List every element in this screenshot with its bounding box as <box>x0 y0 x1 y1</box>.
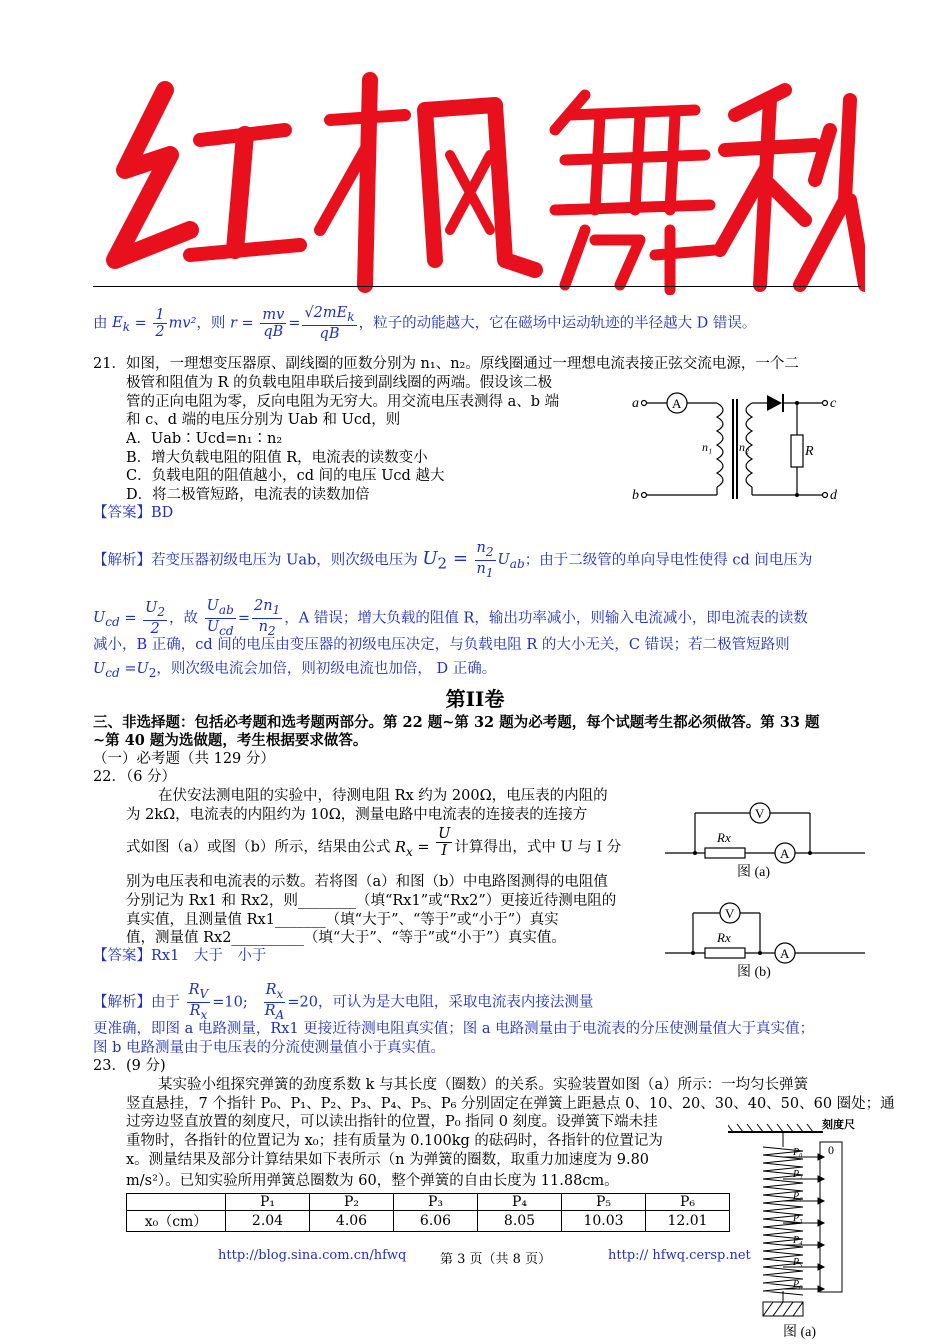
section-intro-1: 三、非选择题：包括必考题和选考题两部分。第 22 题~第 32 题为必考题，每个试题考生都必须做答。第 33 题 <box>93 714 820 731</box>
q21-explain-4: $U_{cd} =U_2$，则次级电流会加倍，则初级电流也加倍， D 正确。 <box>93 661 497 680</box>
q21-option-d: D．将二极管短路，电流表的读数加倍 <box>126 487 370 503</box>
header-rule <box>93 286 861 287</box>
ammeter-label: A <box>672 396 682 411</box>
pointer-p3: P₃ <box>793 1213 803 1224</box>
table-header-row: P₁ P₂ P₃ P₄ P₅ P₆ <box>127 1194 730 1211</box>
label-n2: n₂ <box>739 440 750 454</box>
q21-line2: 极管和阻值为 R 的负载电阻串联后接到副线圈的两端。假设该二极 <box>126 375 553 391</box>
q21-line4: 和 c、d 端的电压分别为 Uab 和 Ucd，则 <box>126 412 401 428</box>
footer-right-link[interactable]: http:// hfwq.cersp.net <box>608 1248 751 1263</box>
q22-line6: 真实值，且测量值 Rx1_______（填“大于”、“等于”或“小于”）真实 <box>126 912 559 928</box>
ammeter-b-label: A <box>780 946 790 961</box>
q21-line3: 管的正向电阻为零，反向电阻为无穷大。用交流电压表测得 a、b 端 <box>126 394 560 410</box>
voltmeter-b-label: V <box>725 906 735 921</box>
resistor-a-label: Rx <box>717 830 731 845</box>
q23-table <box>126 1193 730 1232</box>
q23-line1: 某实验小组探究弹簧的劲度系数 k 与其长度（圈数）的关系。实验装置如图（a）所示：一均匀长弹簧 <box>158 1077 809 1093</box>
q21-option-c: C．负载电阻的阻值越小，cd 间的电压 Ucd 越大 <box>126 468 445 484</box>
q22-line2: 为 2kΩ，电流表的内阻约为 10Ω，测量电路中电流表的连接表的连接方 <box>126 807 588 823</box>
q22-number: 22．（6 分） <box>93 769 177 785</box>
ammeter-a-label: A <box>780 846 790 861</box>
q23-number: 23．(9 分) <box>93 1058 166 1074</box>
q23-line5: x。测量结果及部分计算结果如下表所示（n 为弹簧的圈数，取重力加速度为 9.80 <box>126 1152 650 1168</box>
figure-b-caption: 图 (b) <box>737 965 771 980</box>
section-title: 第II卷 <box>445 687 505 711</box>
voltmeter-a-label: V <box>755 806 765 821</box>
pointer-p1: P₁ <box>793 1169 803 1180</box>
section-sub: （一）必考题（共 129 分） <box>93 751 275 767</box>
footer-left-link[interactable]: http://blog.sina.com.cn/hfwq <box>218 1248 407 1263</box>
intro-line: 由 $E_k$ = $\frac{1}{2}$ mv²，则 r = $\frac{mv}{qB}$ = $\frac{√2mE_k}{qB}$ ，粒子的动能越大，它在磁场中运动轨迹的半径越大 D 错误。 <box>93 305 757 342</box>
table-row: x₀（cm） 2.04 4.06 6.06 8.05 10.03 12.01 <box>127 1211 730 1232</box>
pointer-p5: P₅ <box>793 1257 803 1268</box>
q23-line6: m/s²）。已知实验所用弹簧总圈数为 60，整个弹簧的自由长度为 11.88cm。 <box>126 1173 619 1189</box>
q22-explain-3: 图 b 电路测量由于电压表的分流使测量值小于真实值。 <box>93 1040 445 1056</box>
spring-apparatus <box>728 1112 868 1342</box>
q22-line4: 别为电压表和电流表的示数。若将图（a）和图（b）中电路图测得的电阻值 <box>126 874 608 890</box>
q21-explain-2: $U_{cd}$ = $\frac{U_2}{2}$ ，故 $\frac{U_{ab}}{U_{cd}}$ = $\frac{2n_1}{n_2}$ ，A 错误；增大负载的阻值 R，输出功率减小，则输入电流减小，即电流表的读数 <box>93 598 808 638</box>
circuit-figures <box>665 798 875 988</box>
q22-line3: 式如图（a）或图（b）所示，结果由公式 $R_x$ = $\frac{U}{I}$ 计算得出，式中 U 与 I 分 <box>126 826 622 859</box>
pointer-arrows <box>783 1154 824 1292</box>
q21-explain-3: 减小，B 正确，cd 间的电压由变压器的初级电压决定，与负载电阻 R 的大小无关，C 错误；若二极管短路则 <box>93 637 790 653</box>
ruler-zero: 0 <box>828 1143 834 1157</box>
q23-line4: 重物时，各指针的位置记为 x₀；挂有质量为 0.100kg 的砝码时，各指针的位置记为 <box>126 1133 663 1149</box>
spring-figure-caption: 图 (a) <box>783 1325 817 1340</box>
footer-page-number: 第 3 页（共 8 页） <box>440 1252 552 1267</box>
pointer-p4: P₄ <box>793 1235 803 1246</box>
q22-answer: 【答案】Rx1 大于 小于 <box>93 948 267 964</box>
q21-option-b: B．增大负载电阻的阻值 R，电流表的读数变小 <box>126 450 428 466</box>
label-n1: n₁ <box>702 440 713 454</box>
transformer-diagram <box>632 385 842 510</box>
q21-answer: 【答案】BD <box>93 505 174 521</box>
pointer-p0: P₀ <box>793 1147 803 1158</box>
q23-line2: 竖直悬挂，7 个指针 P₀、P₁、P₂、P₃、P₄、P₅、P₆ 分别固定在弹簧上距悬点 0、10、20、30、40、50、60 圈处；通 <box>126 1096 895 1112</box>
diode-icon <box>767 395 782 411</box>
banner-calligraphy <box>95 60 865 295</box>
q21-option-a: A．Uab∶Ucd=n₁∶n₂ <box>126 431 283 447</box>
figure-a-caption: 图 (a) <box>737 865 771 880</box>
label-b: b <box>632 488 639 503</box>
q21-line1: 21．如图，一理想变压器原、副线圈的匝数分别为 n₁、n₂。原线圈通过一理想电流表接正弦交流电源，一个二 <box>93 356 799 372</box>
q23-line3: 过旁边竖直放置的刻度尺，可以读出指针的位置，P₀ 指同 0 刻度。设弹簧下端未挂 <box>126 1114 658 1130</box>
pointer-p6: P₆ <box>793 1279 803 1290</box>
label-a: a <box>632 396 639 411</box>
q22-explain-2: 更准确，即图 a 电路测量，Rx1 更接近待测电阻真实值；图 a 电路测量由于电流表的分压使测量值大于真实值； <box>93 1021 815 1037</box>
label-R: R <box>805 444 814 459</box>
resistor-b-label: Rx <box>717 930 731 945</box>
pointer-p2: P₂ <box>793 1191 803 1202</box>
label-c: c <box>830 396 837 411</box>
q22-line1: 在伏安法测电阻的实验中，待测电阻 Rx 约为 200Ω，电压表的内阻的 <box>158 788 608 804</box>
ruler-label: 刻度尺 <box>822 1119 855 1131</box>
q21-explain-1: 【解析】若变压器初级电压为 Uab，则次级电压为 $U_2$ = $\frac{n_2}{n_1}$ $U_{ab}$；由于二级管的单向导电性使得 cd 间电压为 <box>93 540 813 580</box>
q22-explain-1: 【解析】由于 $\frac{R_V}{R_x}$ =10; $\frac{R_x}{R_A}$ =20，可认为是大电阻，采取电流表内接法测量 <box>93 982 594 1022</box>
section-intro-2: ~第 40 题为选做题，考生根据要求做答。 <box>93 732 368 749</box>
q22-line5: 分别记为 Rx1 和 Rx2，则________（填“Rx1”或“Rx2”）更接近待测电阻的 <box>126 893 617 909</box>
label-d: d <box>830 488 837 503</box>
q22-line7: 值，测量值 Rx2__________（填“大于”、“等于”或“小于”）真实值。 <box>126 930 566 946</box>
